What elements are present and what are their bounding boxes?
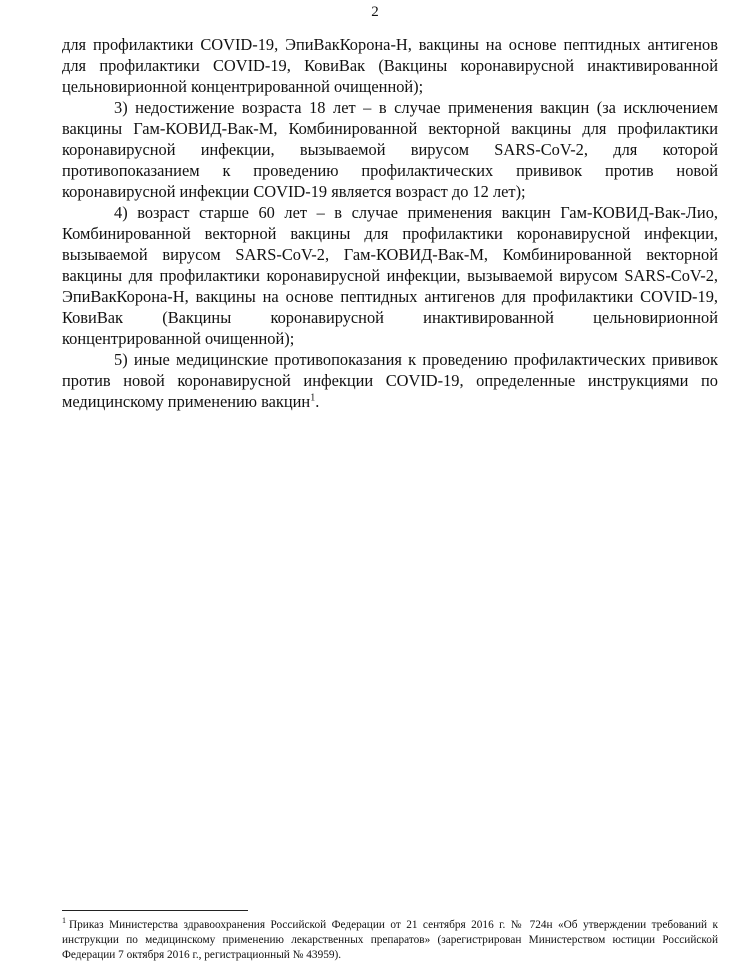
- footnote-divider: [62, 910, 248, 911]
- paragraph-continuation: для профилактики COVID-19, ЭпиВакКорона-Н, вакцины на основе пептидных антигенов для профилактики COVID-19, КовиВак (Вакцины коронавирусной инактивированной цельновирионной концентрированной очищенной);: [62, 35, 718, 96]
- paragraph-item-5-text: 5) иные медицинские противопоказания к проведению профилактических прививок против новой коронавирусной инфекции COVID-19, определенные инструкциями по медицинскому применению вакцин: [62, 350, 718, 411]
- page-number: 2: [371, 4, 379, 20]
- footnote: [62, 918, 718, 963]
- paragraph-item-5: [62, 349, 718, 412]
- paragraph-item-4: 4) возраст старше 60 лет – в случае применения вакцин Гам-КОВИД-Вак-Лио, Комбинированной векторной вакцины для профилактики коронавирусной инфекции, вызываемой вирусом SARS-CoV-2, Гам-КОВИД-Вак-М, Комбинированной векторной вакцины для профилактики коронавирусной инфекции, вызываемой вирусом SARS-CoV-2, ЭпиВакКорона-Н, вакцины на основе пептидных антигенов для профилактики COVID-19, КовиВак (Вакцины коронавирусной инактивированной цельновирионной концентрированной очищенной);: [62, 203, 718, 348]
- footnote-marker: 1: [62, 916, 66, 926]
- footnote-reference[interactable]: 1: [310, 392, 316, 404]
- paragraph-end-period: .: [315, 392, 320, 411]
- paragraph-item-3: 3) недостижение возраста 18 лет – в случае применения вакцин (за исключением вакцины Гам-КОВИД-Вак-М, Комбинированной векторной вакцины для профилактики коронавирусной инфекции, вызываемой вирусом SARS-CoV-2, для которой противопоказанием к проведению профилактических прививок против новой коронавирусной инфекции COVID-19 является возраст до 12 лет);: [62, 98, 718, 201]
- document-body: [62, 34, 718, 412]
- footnote-text: Приказ Министерства здравоохранения Российской Федерации от 21 сентября 2016 г. № 724н «Об утверждении требований к инструкции по медицинскому применению лекарственных препаратов» (зарегистрирован Министерством юстиции Российской Федерации 7 октября 2016 г., регистрационный № 43959).: [62, 919, 718, 961]
